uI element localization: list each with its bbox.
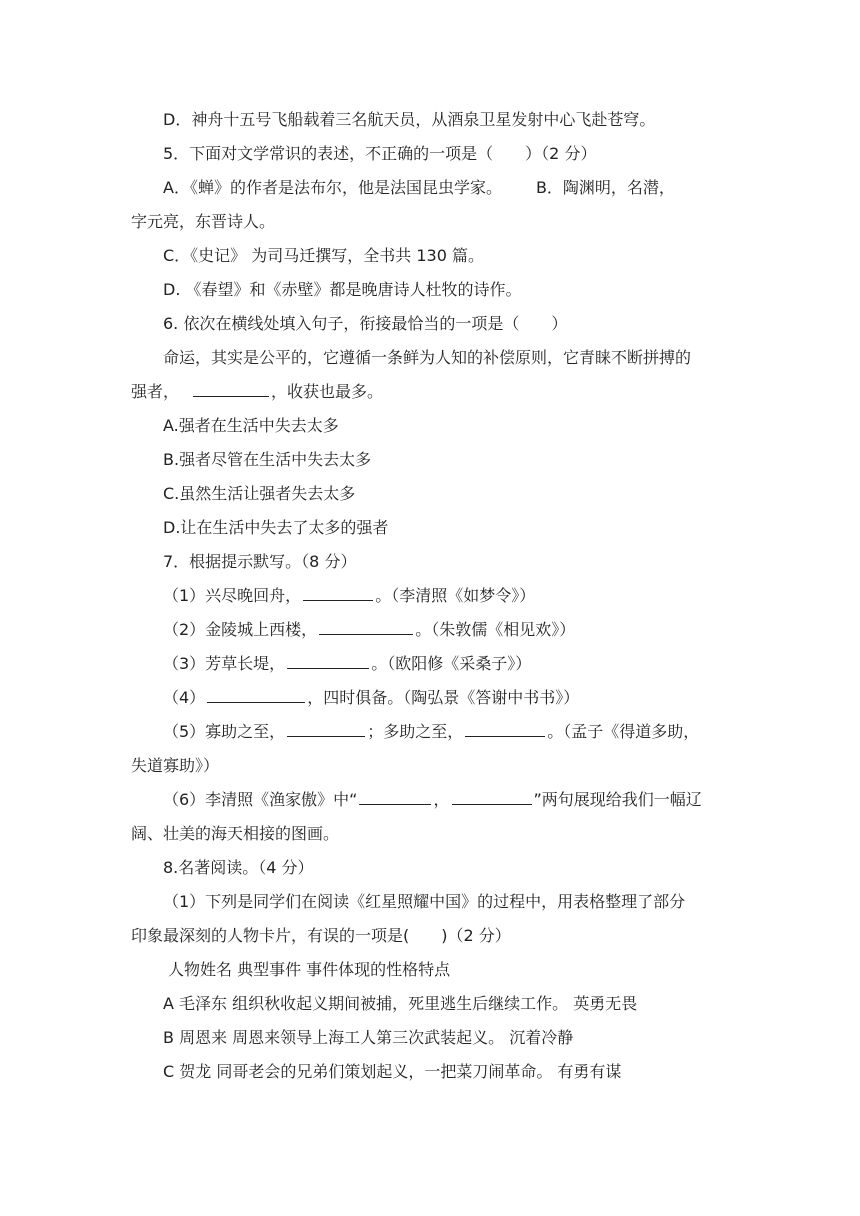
q7-item-6-text-a: （6）李清照《渔家傲》中“ bbox=[163, 790, 358, 809]
q5-option-a: A．《蝉》的作者是法布尔，他是法国昆虫学家。 bbox=[163, 178, 502, 197]
q6-passage-line2 bbox=[131, 381, 383, 403]
answer-blank[interactable] bbox=[452, 790, 532, 805]
q7-item-5-text-c: 。（孟子《得道多助， bbox=[547, 722, 700, 741]
q7-item-6 bbox=[163, 789, 702, 811]
q8-row-a: A 毛泽东 组织秋收起义期间被捕，死里逃生后继续工作。 英勇无畏 bbox=[163, 994, 638, 1013]
q6-stem: 6. 依次在横线处填入句子，衔接最恰当的一项是（ ） bbox=[163, 314, 568, 333]
q7-item-1-text-a: （1）兴尽晚回舟， bbox=[163, 586, 302, 605]
answer-blank[interactable] bbox=[303, 586, 373, 601]
q5-option-b-part1: B．陶渊明，名潜， bbox=[535, 178, 675, 197]
q7-item-6-text-c: ”两句展现给我们一幅辽 bbox=[533, 790, 702, 809]
q7-item-4-text-b: ，四时俱备。（陶弘景《答谢中书书》） bbox=[307, 688, 580, 707]
q7-item-1 bbox=[163, 585, 535, 607]
answer-blank[interactable] bbox=[193, 382, 269, 397]
q8-part1-line2: 印象最深刻的人物卡片，有误的一项是( )（2 分） bbox=[131, 926, 511, 945]
q7-item-6-cont: 阔、壮美的海天相接的图画。 bbox=[131, 824, 340, 843]
answer-blank[interactable] bbox=[465, 722, 545, 737]
q7-item-6-text-b: ， bbox=[433, 790, 450, 809]
answer-blank[interactable] bbox=[319, 620, 413, 635]
q7-item-1-text-b: 。（李清照《如梦令》） bbox=[375, 586, 536, 605]
q5-option-d: D. 《春望》和《赤壁》都是晚唐诗人杜牧的诗作。 bbox=[163, 280, 522, 299]
q8-row-c: C 贺龙 同哥老会的兄弟们策划起义，一把菜刀闹革命。 有勇有谋 bbox=[163, 1062, 622, 1081]
q7-stem: 7．根据提示默写。（8 分） bbox=[163, 552, 357, 571]
q6-passage-text-b: ，收获也最多。 bbox=[271, 382, 384, 401]
q7-item-4-text-a: （4） bbox=[163, 688, 206, 707]
q7-item-3 bbox=[163, 653, 531, 675]
answer-blank[interactable] bbox=[207, 688, 305, 703]
q6-passage-text-a: 强者， bbox=[131, 382, 180, 401]
q7-item-3-text-b: 。（欧阳修《采桑子》） bbox=[371, 654, 532, 673]
q7-item-2-text-a: （2）金陵城上西楼， bbox=[163, 620, 318, 639]
q8-row-b: B 周恩来 周恩来领导上海工人第三次武装起义。 沉着冷静 bbox=[163, 1028, 574, 1047]
answer-blank[interactable] bbox=[359, 790, 431, 805]
q6-option-c: C.虽然生活让强者失去太多 bbox=[163, 484, 356, 503]
q6-option-a: A.强者在生活中失去太多 bbox=[163, 416, 339, 435]
q5-option-c: C．《史记》 为司马迁撰写，全书共 130 篇。 bbox=[163, 246, 484, 265]
q6-option-d: D.让在生活中失去了太多的强者 bbox=[163, 518, 389, 537]
q6-option-b: B.强者尽管在生活中失去太多 bbox=[163, 450, 372, 469]
q7-item-2 bbox=[163, 619, 575, 641]
q4-option-d: D．神舟十五号飞船载着三名航天员，从酒泉卫星发射中心飞赴苍穹。 bbox=[163, 110, 656, 129]
q7-item-3-text-a: （3）芳草长堤， bbox=[163, 654, 286, 673]
q8-stem: 8.名著阅读。（4 分） bbox=[163, 858, 314, 877]
q6-passage-line1: 命运，其实是公平的，它遵循一条鲜为人知的补偿原则，它青睐不断拼搏的 bbox=[163, 348, 692, 367]
answer-blank[interactable] bbox=[287, 654, 369, 669]
q8-table-header: 人物姓名 典型事件 事件体现的性格特点 bbox=[168, 960, 451, 979]
q7-item-5-text-a: （5）寡助之至， bbox=[163, 722, 286, 741]
q7-item-2-text-b: 。（朱敦儒《相见欢》） bbox=[415, 620, 576, 639]
q7-item-4 bbox=[163, 687, 579, 709]
q7-item-5-cont: 失道寡助》） bbox=[131, 756, 220, 775]
answer-blank[interactable] bbox=[287, 722, 365, 737]
q7-item-5 bbox=[163, 721, 699, 743]
q8-part1-line1: （1）下列是同学们在阅读《红星照耀中国》的过程中，用表格整理了部分 bbox=[163, 892, 686, 911]
q7-item-5-text-b: ；多助之至， bbox=[367, 722, 464, 741]
q5-option-b-part2: 字元亮，东晋诗人。 bbox=[131, 212, 276, 231]
q5-option-a-b-line bbox=[163, 177, 675, 199]
q5-stem: 5．下面对文学常识的表述，不正确的一项是（ ）（2 分） bbox=[163, 144, 597, 163]
